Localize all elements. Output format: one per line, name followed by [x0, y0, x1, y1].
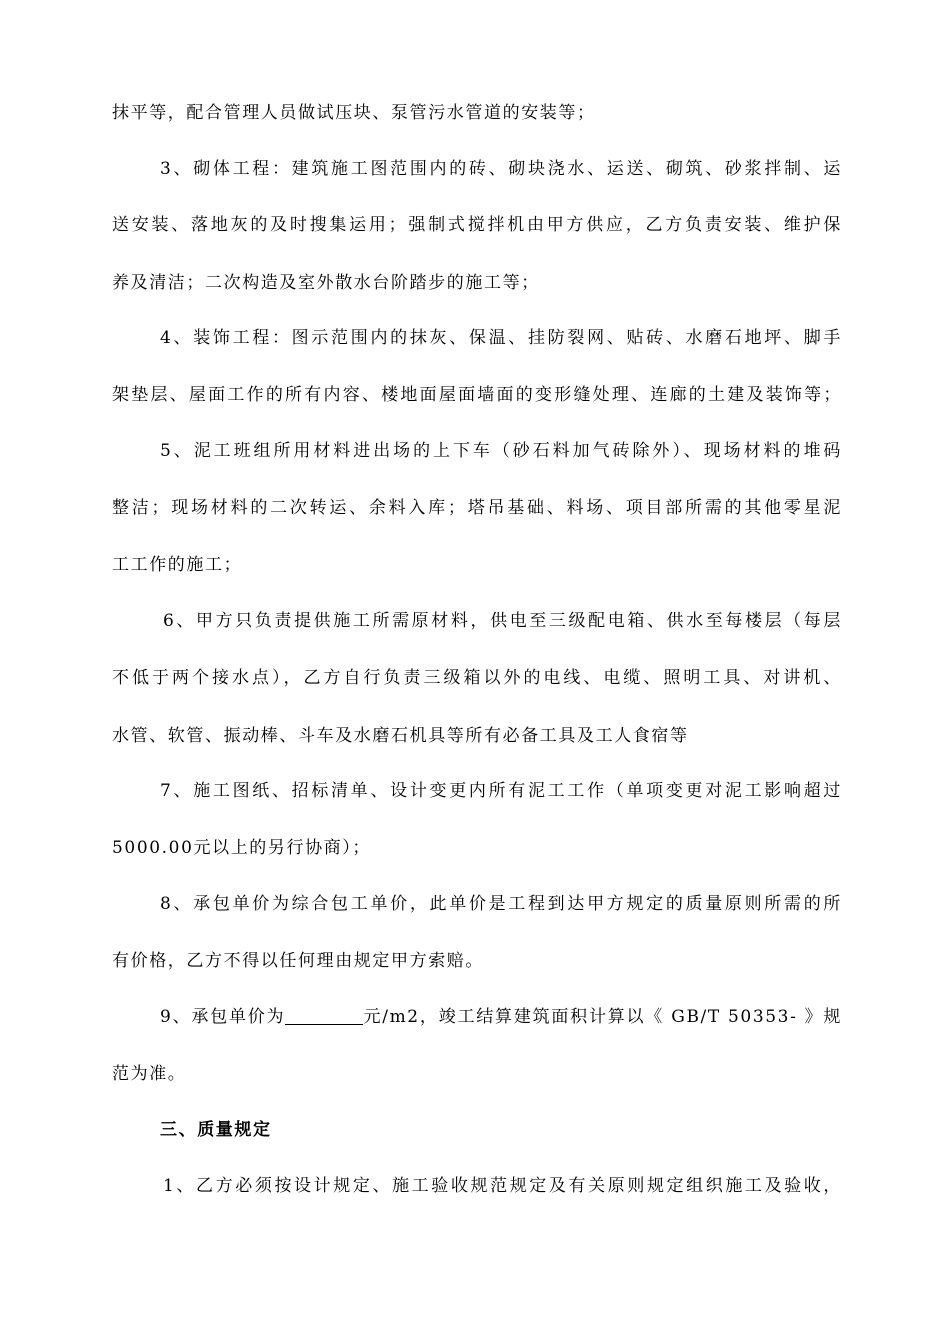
section-heading: 三、质量规定	[160, 1120, 272, 1140]
item-5-line-1: 5、泥工班组所用材料进出场的上下车（砂石料加气砖除外）、现场材料的堆码	[160, 441, 842, 461]
item-7-line-2: 5000.00元以上的另行协商）；	[112, 838, 371, 858]
unit-price-blank[interactable]	[285, 1007, 363, 1025]
item-4-line-1: 4、装饰工程：图示范围内的抹灰、保温、挂防裂网、贴砖、水磨石地坪、脚手	[160, 328, 842, 348]
quality-item-1-line-1: 1、乙方必须按设计规定、施工验收规范规定及有关原则规定组织施工及验收，	[163, 1176, 842, 1196]
item-8-line-2: 有价格，乙方不得以任何理由规定甲方索赔。	[112, 951, 484, 971]
item-6-line-2: 不低于两个接水点），乙方自行负责三级箱以外的电线、电缆、照明工具、对讲机、	[112, 668, 842, 688]
item-8-line-1: 8、承包单价为综合包工单价，此单价是工程到达甲方规定的质量原则所需的所	[160, 894, 842, 914]
item-6-line-3: 水管、软管、振动棒、斗车及水磨石机具等所有必备工具及工人食宿等	[112, 726, 689, 746]
item-9-line-2: 范为准。	[112, 1064, 187, 1084]
item-5-line-2: 整洁；现场材料的二次转运、余料入库；塔吊基础、料场、项目部所需的其他零星泥	[112, 498, 842, 518]
item-3-line-1: 3、砌体工程：建筑施工图范围内的砖、砌块浇水、运送、砌筑、砂浆拌制、运	[160, 159, 842, 179]
item-9-suffix: 元/m2，竣工结算建筑面积计算以《 GB/T 50353- 》规	[363, 1007, 842, 1027]
item-6-line-1: 6、甲方只负责提供施工所需原材料，供电至三级配电箱、供水至每楼层（每层	[163, 611, 842, 631]
item-7-line-1: 7、施工图纸、招标清单、设计变更内所有泥工工作（单项变更对泥工影响超过	[160, 781, 842, 801]
item-3-line-3: 养及清洁；二次构造及室外散水台阶踏步的施工等；	[112, 273, 540, 293]
item-3-line-2: 送安装、落地灰的及时搜集运用；强制式搅拌机由甲方供应，乙方负责安装、维护保	[112, 215, 842, 235]
item-5-line-3: 工工作的施工；	[112, 555, 243, 575]
item-4-line-2: 架垫层、屋面工作的所有内容、楼地面屋面墙面的变形缝处理、连廊的土建及装饰等；	[112, 385, 842, 405]
text-line-1: 抹平等，配合管理人员做试压块、泵管污水管道的安装等；	[112, 103, 596, 123]
item-9-line-1	[160, 1006, 842, 1028]
item-9-prefix: 9、承包单价为	[160, 1007, 286, 1027]
